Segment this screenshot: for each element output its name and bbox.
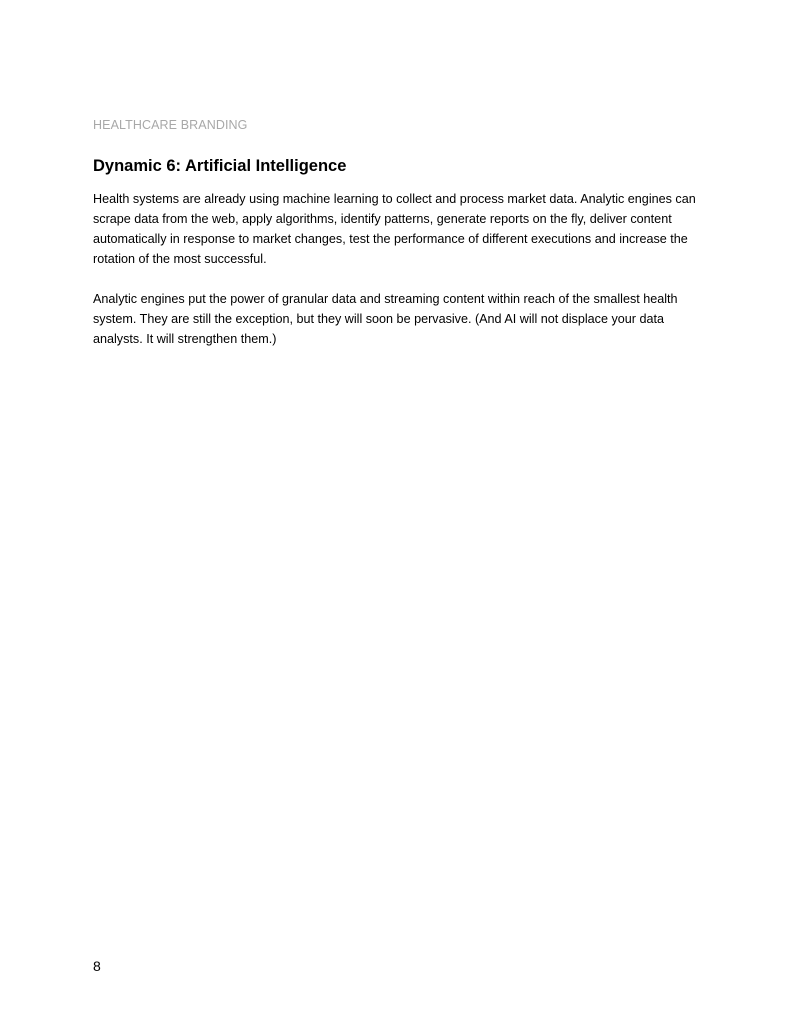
body-paragraph: Analytic engines put the power of granular data and streaming content within reach of the smallest health system. They are still the exception, but they will soon be pervasive. (And AI will not displace your data analysts. It will strengthen them.) xyxy=(93,292,678,346)
running-header: HEALTHCARE BRANDING xyxy=(93,118,248,132)
body-paragraph: Health systems are already using machine learning to collect and process market data. Analytic engines can scrape data from the web, apply algorithms, identify patterns, generate reports on the fly, deliver content automatically in response to market changes, test the performance of different executions and increase the rotation of the most successful. xyxy=(93,192,696,266)
page-number: 8 xyxy=(93,958,101,974)
section-title: Dynamic 6: Artificial Intelligence xyxy=(93,157,347,175)
